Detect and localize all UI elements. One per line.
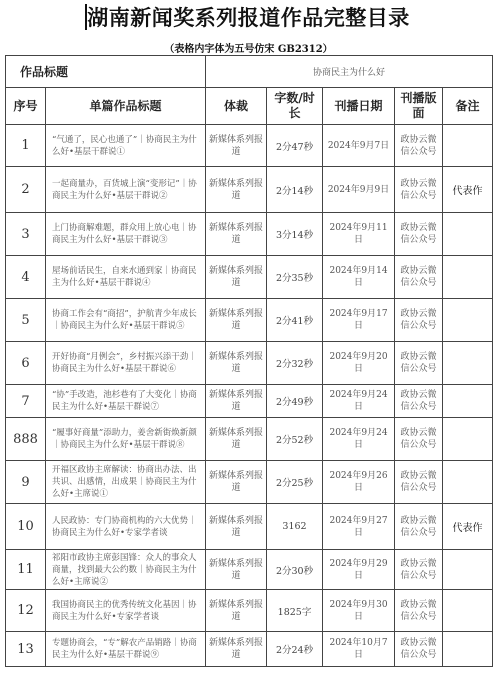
row-section: 政协云微信公众号 — [395, 461, 443, 504]
row-note — [443, 590, 493, 632]
row-genre: 新媒体系列报道 — [206, 125, 267, 167]
row-date: 2024年9月20日 — [323, 342, 395, 385]
row-number: 1 — [6, 125, 46, 167]
row-number: 9 — [6, 461, 46, 504]
row-note — [443, 342, 493, 385]
row-number: 7 — [6, 385, 46, 418]
table-row — [6, 550, 493, 590]
row-section: 政协云微信公众号 — [395, 256, 443, 299]
row-date: 2024年9月7日 — [323, 125, 395, 167]
row-title: 开好协商“月例会”，乡村振兴添干劲｜协商民主为什么好•基层干群说⑥ — [46, 342, 206, 385]
table-row — [6, 125, 493, 167]
row-date: 2024年9月24日 — [323, 385, 395, 418]
row-genre: 新媒体系列报道 — [206, 256, 267, 299]
row-number: 11 — [6, 550, 46, 590]
row-duration: 2分30秒 — [267, 550, 323, 590]
row-date: 2024年9月26日 — [323, 461, 395, 504]
row-genre: 新媒体系列报道 — [206, 342, 267, 385]
row-duration: 2分52秒 — [267, 418, 323, 461]
row-title: 祁阳市政协主席彭国锋：众人的事众人商量，找到最大公约数｜协商民主为什么好•主席说② — [46, 550, 206, 590]
table-row — [6, 632, 493, 667]
row-title: 协商工作会有“商招”，护航青少年成长｜协商民主为什么好•基层干群说⑤ — [46, 299, 206, 342]
row-section: 政协云微信公众号 — [395, 213, 443, 256]
row-genre: 新媒体系列报道 — [206, 385, 267, 418]
row-section: 政协云微信公众号 — [395, 385, 443, 418]
table-row — [6, 167, 493, 213]
row-genre: 新媒体系列报道 — [206, 299, 267, 342]
row-date: 2024年9月11日 — [323, 213, 395, 256]
document-title: 湖南新闻奖系列报道作品完整目录 — [87, 6, 410, 30]
row-section: 政协云微信公众号 — [395, 342, 443, 385]
row-genre: 新媒体系列报道 — [206, 504, 267, 550]
row-genre: 新媒体系列报道 — [206, 590, 267, 632]
table-row — [6, 256, 493, 299]
row-title: “协”手改造，池杉巷有了大变化｜协商民主为什么好•基层干群说⑦ — [46, 385, 206, 418]
row-number: 6 — [6, 342, 46, 385]
row-duration: 2分49秒 — [267, 385, 323, 418]
row-note — [443, 550, 493, 590]
work-title-row — [6, 56, 493, 88]
row-genre: 新媒体系列报道 — [206, 461, 267, 504]
row-genre: 新媒体系列报道 — [206, 213, 267, 256]
row-note — [443, 256, 493, 299]
row-genre: 新媒体系列报道 — [206, 550, 267, 590]
row-genre: 新媒体系列报道 — [206, 418, 267, 461]
row-section: 政协云微信公众号 — [395, 590, 443, 632]
col-header-genre: 体裁 — [206, 88, 267, 125]
row-title: 一起商量办，百货城上演“变形记”｜协商民主为什么好•基层干群说② — [46, 167, 206, 213]
col-header-date: 刊播日期 — [323, 88, 395, 125]
row-duration: 2分47秒 — [267, 125, 323, 167]
table-row — [6, 461, 493, 504]
row-number: 2 — [6, 167, 46, 213]
document-subtitle: （表格内字体为五号仿宋 GB2312） — [164, 44, 333, 55]
row-date: 2024年9月27日 — [323, 504, 395, 550]
row-date: 2024年9月9日 — [323, 167, 395, 213]
row-section: 政协云微信公众号 — [395, 550, 443, 590]
row-date: 2024年9月30日 — [323, 590, 395, 632]
table-row — [6, 590, 493, 632]
row-note — [443, 461, 493, 504]
row-genre: 新媒体系列报道 — [206, 167, 267, 213]
row-note — [443, 299, 493, 342]
row-duration: 2分14秒 — [267, 167, 323, 213]
row-section: 政协云微信公众号 — [395, 167, 443, 213]
row-title: 屋场前话民生，自来水通到家｜协商民主为什么好•基层干群说④ — [46, 256, 206, 299]
table-row — [6, 342, 493, 385]
row-section: 政协云微信公众号 — [395, 504, 443, 550]
table-row — [6, 504, 493, 550]
row-section: 政协云微信公众号 — [395, 632, 443, 667]
row-number: 5 — [6, 299, 46, 342]
row-note: 代表作 — [443, 167, 493, 213]
row-section: 政协云微信公众号 — [395, 418, 443, 461]
table-row — [6, 385, 493, 418]
row-duration: 2分32秒 — [267, 342, 323, 385]
row-title: 专题协商会，“专”解农产品销路｜协商民主为什么好•基层干群说⑨ — [46, 632, 206, 667]
row-date: 2024年9月14日 — [323, 256, 395, 299]
work-title-label: 作品标题 — [6, 56, 206, 88]
row-title: 上门协商解难题，群众用上放心电｜协商民主为什么好•基层干群说③ — [46, 213, 206, 256]
row-duration: 1825字 — [267, 590, 323, 632]
row-note — [443, 125, 493, 167]
row-number: 888 — [6, 418, 46, 461]
row-number: 13 — [6, 632, 46, 667]
row-title: “气通了，民心也通了”｜协商民主为什么好•基层干群说① — [46, 125, 206, 167]
row-section: 政协云微信公众号 — [395, 299, 443, 342]
row-note — [443, 632, 493, 667]
col-header-section: 刊播版面 — [395, 88, 443, 125]
table-row — [6, 213, 493, 256]
table-row — [6, 299, 493, 342]
col-header-title: 单篇作品标题 — [46, 88, 206, 125]
row-number: 4 — [6, 256, 46, 299]
table-row — [6, 418, 493, 461]
row-note — [443, 213, 493, 256]
row-note — [443, 385, 493, 418]
row-date: 2024年9月24日 — [323, 418, 395, 461]
row-title: 人民政协：专门协商机构的六大优势｜协商民主为什么好•专家学者谈 — [46, 504, 206, 550]
row-note: 代表作 — [443, 504, 493, 550]
work-title-value: 协商民主为什么好 — [206, 56, 493, 88]
row-note — [443, 418, 493, 461]
row-duration: 2分25秒 — [267, 461, 323, 504]
col-header-duration: 字数/时长 — [267, 88, 323, 125]
row-duration: 2分24秒 — [267, 632, 323, 667]
row-title: 开福区政协主席解读：协商出办法、出共识、出感情，出成果｜协商民主为什么好•主席说① — [46, 461, 206, 504]
row-duration: 3162 — [267, 504, 323, 550]
column-header-row — [6, 88, 493, 125]
catalog-table — [5, 55, 493, 667]
row-number: 3 — [6, 213, 46, 256]
col-header-note: 备注 — [443, 88, 493, 125]
row-genre: 新媒体系列报道 — [206, 632, 267, 667]
row-title: “履事好商量”添助力，姜舍新街焕新颜｜协商民主为什么好•基层干群说⑧ — [46, 418, 206, 461]
row-duration: 3分14秒 — [267, 213, 323, 256]
row-section: 政协云微信公众号 — [395, 125, 443, 167]
col-header-no: 序号 — [6, 88, 46, 125]
row-duration: 2分41秒 — [267, 299, 323, 342]
row-date: 2024年10月7日 — [323, 632, 395, 667]
row-date: 2024年9月29日 — [323, 550, 395, 590]
row-date: 2024年9月17日 — [323, 299, 395, 342]
row-duration: 2分35秒 — [267, 256, 323, 299]
row-title: 我国协商民主的优秀传统文化基因｜协商民主为什么好•专家学者谈 — [46, 590, 206, 632]
row-number: 10 — [6, 504, 46, 550]
row-number: 12 — [6, 590, 46, 632]
